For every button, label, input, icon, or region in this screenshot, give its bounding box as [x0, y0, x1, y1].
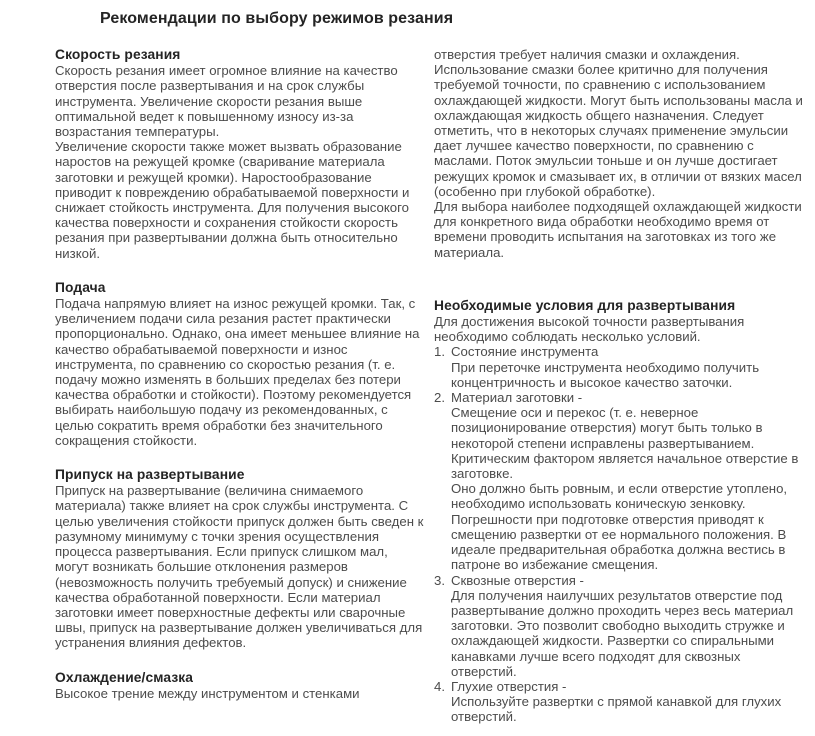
list-item-title: Сквозные отверстия -: [451, 572, 584, 588]
document-section: [55, 47, 424, 261]
section-heading: Охлаждение/смазка: [55, 669, 194, 685]
column-right: [434, 47, 803, 725]
list-item-number: 3.: [434, 572, 445, 588]
numbered-list-item: [434, 679, 803, 725]
paragraph: Используйте развертки с прямой канавкой для глухих отверстий.: [451, 694, 782, 725]
paragraph: Высокое трение между инструментом и стенками: [55, 685, 360, 701]
paragraph: При переточке инструмента необходимо получить концентричность и высокое качество заточки.: [451, 359, 760, 390]
list-item-title: Материал заготовки -: [451, 390, 583, 406]
list-item-title: Состояние инструмента: [451, 344, 599, 360]
document-section: [55, 280, 424, 448]
document-title: Рекомендации по выбору режимов резания: [100, 10, 454, 27]
list-item-body: [451, 679, 803, 725]
paragraph: Скорость резания имеет огромное влияние на качество отверстия после развертывания и на срок службы инструмента. Увеличение скорости резания выше оптимальной ведет к повышенному износу из-за возрастания температуры.: [55, 63, 398, 140]
numbered-list-item: [434, 390, 803, 572]
paragraph: Увеличение скорости также может вызвать образование наростов на режущей кромке (сваривание материала заготовки и режущей кромки). Наростообразование приводит к повреждению обрабатываемой поверхности и снижает стойкость инструмента. Для получения высокого качества поверхности и сохранения стойкости скорость резания при развертывании должна быть относительно низкой.: [55, 139, 410, 261]
text-columns: [0, 47, 815, 725]
document-section: [434, 298, 803, 725]
document-section: [434, 47, 803, 260]
paragraph: Смещение оси и перекос (т. е. неверное позиционирование отверстия) могут быть только в некоторой степени исправлены развертыванием. Критическим фактором является начальное отверстие в заготовке.: [451, 405, 799, 482]
numbered-list-item: [434, 573, 803, 679]
section-heading: Необходимые условия для развертывания: [434, 297, 736, 313]
section-heading: Подача: [55, 279, 106, 295]
list-item-number: 2.: [434, 390, 445, 406]
section-heading: Скорость резания: [55, 47, 181, 62]
paragraph: Оно должно быть ровным, и если отверстие утоплено, необходимо использовать коническую зенковку. Погрешности при подготовке отверстия приводят к смещению развертки от ее нормального положения. В идеале предварительная обработка должна вестись в патроне во избежание смещения.: [451, 481, 788, 573]
paragraph: Припуск на развертывание (величина снимаемого материала) также влияет на срок службы инструмента. С целью увеличения стойкости припуск должен быть сведен к разумному минимуму с точки зрения осуществления процесса развертывания. Если припуск слишком мал, могут возникать большие отклонения размеров (невозможность получить требуемый допуск) и снижение качества обработанной поверхности. Если материал заготовки имеет поверхностные дефекты или сварочные швы, припуск на развертывание должен увеличиваться для устранения влияния дефектов.: [55, 483, 424, 651]
section-heading: Припуск на развертывание: [55, 467, 245, 483]
paragraph: отверстия требует наличия смазки и охлаждения. Использование смазки более критично для получения требуемой точности, по сравнению с использованием охлаждающей жидкости. Могут быть использованы масла и охлаждающая жидкость общего назначения. Следует отметить, что в некоторых случаях применение эмульсии дает лучшее качество поверхности, по сравнению с маслами. Поток эмульсии тоньше и он лучше достигает режущих кромок и смазывает их, в отличии от вязких масел (особенно при глубокой обработке).: [434, 47, 803, 199]
list-item-title: Глухие отверстия -: [451, 678, 567, 694]
list-item-body: [451, 344, 803, 390]
paragraph: Для получения наилучших результатов отверстие под развертывание должно проходить через весь материал заготовки. Это позволит свободно выходить стружке и охлаждающей жидкости. Развертки со спиральными канавками лучше всего подходят для сквозных отверстий.: [451, 587, 794, 679]
paragraph: Для выбора наиболее подходящей охлаждающей жидкости для конкретного вида обработки необходимо время от времени проводить испытания на заготовках из того же материала.: [434, 199, 802, 260]
list-item-number: 1.: [434, 344, 445, 360]
list-item-body: [451, 390, 803, 572]
numbered-list-item: [434, 344, 803, 390]
column-left: [55, 47, 424, 725]
list-item-number: 4.: [434, 678, 445, 694]
paragraph: Для достижения высокой точности развертывания необходимо соблюдать несколько условий.: [434, 314, 745, 345]
paragraph: Подача напрямую влияет на износ режущей кромки. Так, с увеличением подачи сила резания растет практически пропорционально. Однако, она имеет меньшее влияние на качество обрабатываемой поверхности и износ инструмента, по сравнению со скоростью резания (т. е. подачу можно изменять в больших пределах без потери качества обработки и стойкости). Поэтому рекомендуется выбирать наибольшую подачу из рекомендованных, с целью сократить время обработки без значительного сокращения стойкости.: [55, 296, 420, 448]
list-item-body: [451, 573, 803, 679]
document-section: [55, 670, 424, 701]
document-section: [55, 467, 424, 650]
